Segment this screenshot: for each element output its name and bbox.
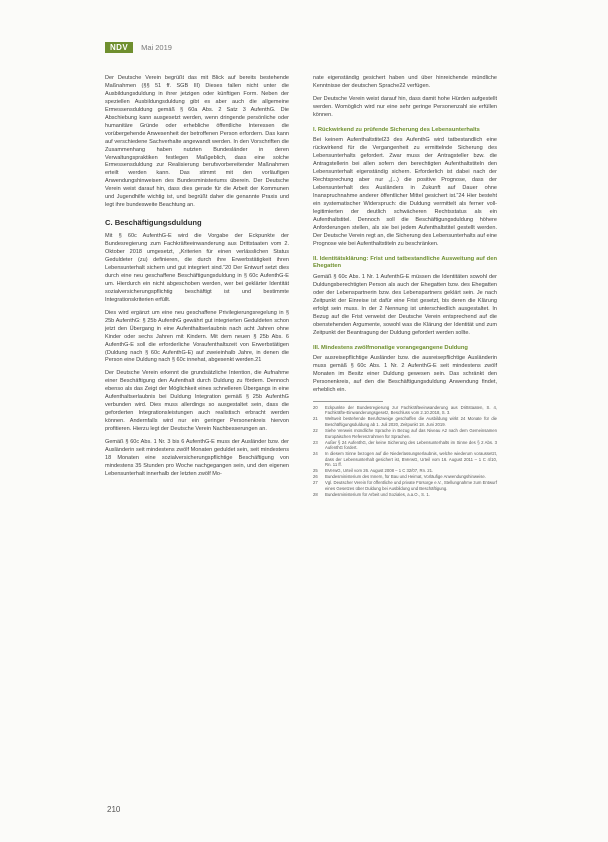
footnote-text: Außer § 24 AufenthG, der keine Sicherung des Lebensunterhalts im Sinne des § 2 Abs. 3 AufenthG fordert. bbox=[325, 439, 497, 451]
footnote-number: 26 bbox=[313, 474, 318, 480]
issue-date: Mai 2019 bbox=[141, 42, 172, 52]
paragraph: Gemäß § 60c Abs. 1 Nr. 1 AufenthG-E müssen die Identitäten sowohl der Duldungsberechtigten Person als auch der Ehegatten bzw. des Ehegatten oder der Lebenspartnerin bzw. des Lebenspartners geklärt sein. Je nach Zeitpunkt der Einreise ist dafür eine Frist gesetzt, bis deren die Klärung erfolgt sein muss. In der 2 Nennung ist unterschiedlich ausgestaltet. In Bezug auf die Frist verweist der Deutsche Verein entsprechend auf die obenstehenden Argumente, sowohl was die Klärung der Identität und zum Zeitpunkt der Beantragung der Duldung gefordert werden sollte. bbox=[313, 273, 497, 336]
footnote-text: Siehe Verweis mündliche Sprache in Bezug auf das Niveau A2 nach dem Gemeinsamen Europäischen Referenzrahmen für Sprachen. bbox=[325, 428, 497, 439]
subsection-heading: III. Mindestens zwölfmonatige vorangegangene Duldung bbox=[313, 344, 468, 351]
footnote bbox=[313, 416, 497, 427]
section-heading: C. Beschäftigungsduldung bbox=[105, 218, 202, 228]
paragraph: Der Deutsche Verein erkennt die grundsätzliche Intention, die Aufnahme einer Beschäftigung den Aufenthalt durch Duldung zu fördern. Dennoch ebenso als das Zeigt der Möglichkeit eines schnelleren Übergangs in eine Aufenthaltserlaubnis bei Duldung Integration gemäß § 25b AufenthG verbunden wird. Dies muss allerdings so ausgestaltet sein, dass die geforderten Integrationsleistungen auch realistisch erbracht werden können. Andernfalls wird nur ein geringer Personenkreis hiervon profitieren. Hierzu legt der Deutsche Verein Nachbesserungen an. bbox=[105, 370, 289, 433]
footnote bbox=[313, 474, 497, 480]
footnotes bbox=[313, 405, 497, 498]
page-number: 210 bbox=[107, 805, 121, 814]
footnote-text: Vgl. Deutscher Verein für öffentliche und private Fürsorge e.V., Stellungnahme zum Entwurf eines Gesetzes über Duldung bei Ausbildung und Beschäftigung. bbox=[325, 480, 497, 492]
footnote bbox=[313, 440, 497, 451]
paragraph: Dies wird ergänzt um eine neu geschaffene Privilegierungsregelung in § 25b AufenthG: § 25b AufenthG gewährt gut integrierten Geduldeten schon jetzt den Übergang in eine Aufenthaltserlaubnis nach acht Jahren ohne Kinder oder sechs Jahren mit Kindern. Mit dem neuen § 25b Abs. 6 AufenthG-E soll die erforderliche Voraufenthaltszeit von Erwerbstätigen (Duldung nach § 60c AufenthG-E) auf zweieinhalb Jahre, in denen die Person eine Duldung nach § 60c innehat, abgesenkt werden.21 bbox=[105, 309, 289, 364]
footnote-divider bbox=[313, 401, 383, 402]
footnote-text: Bundesministerium des Innern, für Bau und Heimat, Vorläufige Anwendungshinweise. bbox=[325, 474, 486, 480]
footnote-text: Eckpunkte der Bundesregierung zur Fachkräfteeinwanderung aus Drittstaaten, S. 4, Fachkräfte-Einwanderungsgesetz, Beschluss vom 2.10.2018, S. 3. bbox=[325, 404, 497, 416]
footnote-number: 25 bbox=[313, 468, 318, 474]
footnote bbox=[313, 468, 497, 474]
footnote-number: 22 bbox=[313, 428, 318, 434]
paragraph: Der ausreisepflichtige Ausländer bzw. die ausreisepflichtige Ausländerin muss gemäß § 60c Abs. 1 Nr. 2 AufenthG-E seit mindestens zwölf Monaten im Besitz einer Duldung gewesen sein. Das schränkt den Personenkreis, auf den die Beschäftigungsduldung Anwendung findet, erheblich ein. bbox=[313, 355, 497, 393]
paragraph: nate eigenständig gesichert haben und über hinreichende mündliche Kenntnisse der deutschen Sprache22 verfügen. bbox=[313, 75, 497, 89]
paragraph: Bei keinem Aufenthaltstitel23 des AufenthG wird tatbestandlich eine rückwirkend für die Vergangenheit zu ermittelnde Sicherung des Lebensunterhalts gefordert. Zwar muss der Antragsteller bzw. die Antragstellerin bei allen sofern den berechtigten Aufenthaltstiteln den Lebensunterhalt eigenständig sichern. Erforderlich ist dabei nach der Rechtsprechung aber nur „(...) die positive Prognose, dass der Lebensunterhalt des Ausländers in Zukunft auf Dauer ohne Inanspruchnahme anderer öffentlicher Mittel gesichert ist.“24 Hier besteht ein systematischer Widerspruch: die Duldung vermittelt als ferner voll-legitimierten der deutlich schwächeren Rechtsstatus als ein Aufenthaltstitel. Dennoch soll die Beschäftigungsduldung höhere Anforderungen stellen, als sie bei jedem Aufenthaltstitel gestellt werden. Der Deutsche Verein regt an, die Sicherung des Lebensunterhalts auf eine Prognose wie bei Aufenthaltstiteln zu beschränken. bbox=[313, 137, 497, 247]
paragraph: Der Deutsche Verein begrüßt das mit Blick auf bereits bestehende Maßnahmen (§§ 51 ff. SGB III) Dieses fallen nicht unter die Ausbildungsduldung in ihrer jetzigen oder künftigen Form. Neben der speziellen Ausbildungsduldung gibt es aber auch die allgemeine Ermessensduldung gemäß § 60a Abs. 2 Satz 3 AufenthG. Die Abschiebung kann ausgesetzt werden, wenn dringende persönliche oder humanitäre Gründe oder erhebliche öffentliche Interessen die vorübergehende Anwesenheit der betroffenen Person erfordern. Das kann auf verschiedene Sachverhalte angewandt werden. In den Vorschriften die Zusammenhang haben nutzten Bundesländer in deren Verwaltungspraktiken festlegen Maßgeblich, dass eine solche Ermessensduldung zur Realisierung berufsvorbereitender Maßnahmen erteilt werden kann. Das stimmt mit den vorläufigen Anwendungshinweisen des Bundesministeriums überein. Der Deutsche Verein weist darauf hin, dass dies gerade für die Arbeit der Kommunen und Jugendhilfe wichtig ist, und begrüßt daher die genannte Praxis und legt ihre bundesweite Beachtung an. bbox=[105, 75, 289, 209]
subsection-heading: I. Rückwirkend zu prüfende Sicherung des Lebensunterhalts bbox=[313, 126, 480, 133]
paragraph: Mit § 60c AufenthG-E wird die Vorgabe der Eckpunkte der Bundesregierung zum Fachkräfteeinwanderung aus Drittstaaten vom 2. Oktober 2018 umgesetzt, „Kriterien für einen verlässlichen Status Geduldeter (zu) definieren, die durch ihre Erwerbstätigkeit ihren Lebensunterhalt sichern und gut integriert sind.“20 Der Entwurf setzt dies durch eine neu geschaffene Beschäftigungsduldung in § 60c AufenthG-E um. Hierdurch ein nicht abgeschoben werden, wer bei geklärter Identität sozialversicherungspflichtig beschäftigt ist und bestimmte Integrationskriterien erfüllt. bbox=[105, 233, 289, 303]
footnote-number: 24 bbox=[313, 451, 318, 457]
page-header bbox=[105, 40, 172, 54]
footnote-text: BVerwG, Urteil vom 26. August 2008 – 1 C 32/07, Rn. 21. bbox=[325, 468, 434, 474]
paragraph: Gemäß § 60c Abs. 1 Nr. 3 bis 6 AufenthG-E muss der Ausländer bzw. der Ausländerin seit mindestens zwölf Monaten geduldet sein, seit mindestens 18 Monaten eine sozialversicherungspflichtige Beschäftigung von mindestens 35 Stunden pro Woche nachgegangen sein, und den eigenen Lebensunterhalt innerhalb der letzten zwölf Mo- bbox=[105, 439, 289, 477]
footnote-number: 23 bbox=[313, 439, 318, 445]
footnote-number: 28 bbox=[313, 492, 318, 498]
left-column bbox=[105, 75, 289, 484]
footnote bbox=[313, 451, 497, 468]
paragraph: Der Deutsche Verein weist darauf hin, dass damit hohe Hürden aufgestellt werden. Womöglich wird nur eine sehr geringe Personenzahl sie erfüllen können. bbox=[313, 95, 497, 118]
footnote-text: Bundesministerium für Arbeit und Soziales, a.a.O., S. 1. bbox=[325, 492, 430, 498]
footnote bbox=[313, 480, 497, 491]
footnote bbox=[313, 428, 497, 439]
footnote-number: 27 bbox=[313, 480, 318, 486]
journal-tag: NDV bbox=[105, 42, 133, 53]
footnote bbox=[313, 492, 497, 498]
subsection-heading: II. Identitätsklärung: Frist und tatbestandliche Ausweitung auf den Ehegatten bbox=[313, 255, 497, 270]
footnote-number: 20 bbox=[313, 404, 318, 410]
footnote-text: Weltweit bestehende Berufszweige geschaffen die Ausbildung wirkt 24 Monate für die Beschäftigungsduldung ab 1. Juli 2020, Zeitpunkt 18. Juni 2019. bbox=[325, 416, 497, 428]
right-column bbox=[313, 75, 497, 498]
footnote-number: 21 bbox=[313, 416, 318, 422]
footnote-text: In diesem Sinne bezogen auf die Niederlassungserlaubnis, welche wiederum voraussetzt, dass der Lebensunterhalt gesichert ist, BVerwG, Urteil vom 16. August 2011 – 1 C 4/10, Rn. 11 ff. bbox=[325, 451, 497, 468]
footnote bbox=[313, 405, 497, 416]
